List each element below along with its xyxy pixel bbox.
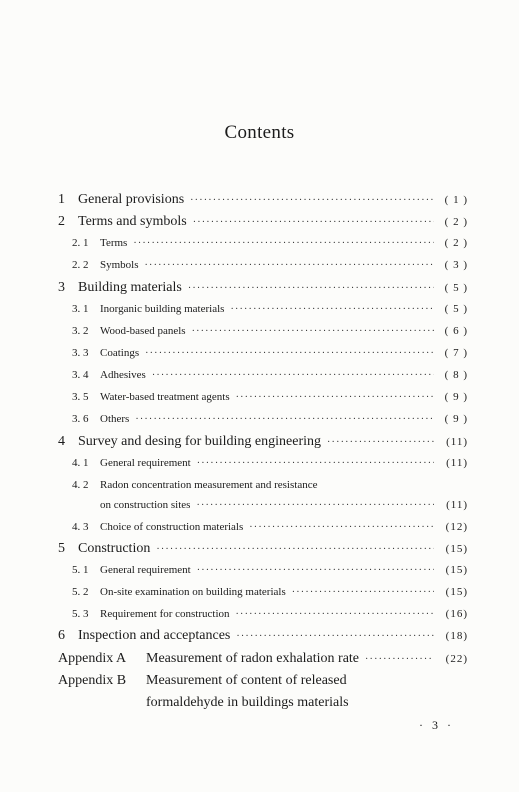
toc-title: Symbols (100, 259, 139, 271)
toc-entry[interactable] (58, 369, 468, 389)
toc-title: Terms (100, 237, 128, 249)
leader-dots (188, 283, 434, 294)
toc-entry[interactable] (58, 521, 468, 541)
toc-title: General requirement (100, 564, 191, 576)
toc-entry[interactable] (58, 303, 468, 323)
toc-entry[interactable] (58, 541, 468, 561)
toc-number: 2. 2 (72, 259, 89, 271)
toc-title: Building materials (78, 280, 182, 295)
toc-number: 3. 2 (72, 325, 89, 337)
toc-entry-appendix[interactable] (58, 673, 468, 693)
toc-number: 3. 1 (72, 303, 89, 315)
page-number: · 3 · (419, 718, 454, 732)
appendix-label: Appendix B (58, 673, 127, 688)
toc-entry-continuation[interactable] (100, 499, 468, 519)
leader-dots (236, 631, 434, 642)
leader-dots (197, 565, 434, 576)
toc-page: ( 5 ) (444, 282, 468, 294)
toc-page: ( 2 ) (444, 216, 468, 228)
toc-page: ( 9 ) (444, 391, 468, 403)
toc-entry[interactable] (58, 259, 468, 279)
toc-number: 6 (58, 628, 65, 643)
leader-dots (236, 609, 434, 620)
toc-title: Coatings (100, 347, 140, 359)
toc-entry[interactable] (58, 214, 468, 234)
toc-page: (11) (446, 436, 468, 448)
leader-dots (145, 348, 434, 359)
toc-title: Others (100, 413, 130, 425)
toc-title: Survey and desing for building engineering (78, 434, 322, 449)
leader-dots (249, 522, 434, 533)
toc-title: General provisions (78, 192, 185, 207)
leader-dots (145, 260, 434, 271)
toc-number: 5. 1 (72, 564, 89, 576)
toc-entry[interactable] (58, 391, 468, 411)
toc-title: Measurement of radon exhalation rate (146, 651, 360, 666)
page-title: Contents (224, 122, 295, 143)
toc-page: ( 3 ) (444, 259, 468, 271)
leader-dots (196, 500, 434, 511)
toc-number: 4. 3 (72, 521, 89, 533)
toc-entry[interactable] (58, 280, 468, 300)
leader-dots (190, 195, 434, 206)
toc-page: ( 5 ) (444, 303, 468, 315)
leader-dots (133, 238, 434, 249)
toc-title: Terms and symbols (78, 214, 187, 229)
toc-number: 5. 2 (72, 586, 89, 598)
toc-entry[interactable] (58, 608, 468, 628)
toc-title-continuation: formaldehyde in buildings materials (146, 695, 349, 710)
toc-page: (11) (446, 499, 468, 511)
leader-dots (197, 458, 434, 469)
toc-title: General requirement (100, 457, 191, 469)
toc-entry[interactable] (58, 586, 468, 606)
toc-number: 4 (58, 434, 65, 449)
toc-entry-appendix[interactable] (58, 651, 468, 671)
toc-entry[interactable] (58, 434, 468, 454)
toc-entry[interactable] (58, 325, 468, 345)
toc-title: Measurement of content of released (146, 673, 347, 688)
toc-entry[interactable] (58, 237, 468, 257)
toc-page: (15) (445, 586, 468, 598)
toc-title: Water-based treatment agents (100, 391, 230, 403)
toc-number: 3. 3 (72, 347, 89, 359)
toc-number: 3. 6 (72, 413, 89, 425)
toc-page: (11) (446, 457, 468, 469)
leader-dots (152, 370, 434, 381)
toc-number: 5. 3 (72, 608, 89, 620)
toc-entry[interactable] (58, 457, 468, 477)
toc-title: Radon concentration measurement and resistance (100, 479, 318, 491)
toc-page: (16) (445, 608, 468, 620)
toc-page: ( 6 ) (444, 325, 468, 337)
toc-number: 3. 4 (72, 369, 89, 381)
toc-page: (15) (445, 564, 468, 576)
toc-page: ( 8 ) (444, 369, 468, 381)
toc-page: ( 7 ) (444, 347, 468, 359)
leader-dots (192, 326, 434, 337)
toc-page: ( 1 ) (444, 194, 468, 206)
appendix-label: Appendix A (58, 651, 127, 666)
leader-dots (365, 654, 434, 665)
toc-page: (22) (445, 653, 468, 665)
toc-title: on construction sites (100, 499, 191, 511)
toc-title: Inspection and acceptances (78, 628, 231, 643)
toc-number: 5 (58, 541, 65, 556)
toc-title: On-site examination on building materials (100, 586, 286, 598)
toc-title: Wood-based panels (100, 325, 186, 337)
toc-entry[interactable] (58, 628, 468, 648)
toc-number: 2. 1 (72, 237, 89, 249)
toc-title: Choice of construction materials (100, 521, 244, 533)
toc-entry[interactable] (58, 413, 468, 433)
leader-dots (135, 414, 434, 425)
toc-entry[interactable] (58, 347, 468, 367)
toc-page: (18) (445, 630, 468, 642)
toc-number: 4. 2 (72, 479, 89, 491)
leader-dots (230, 304, 434, 315)
toc-page: (15) (445, 543, 468, 555)
toc-entry[interactable] (58, 192, 468, 212)
leader-dots (236, 392, 434, 403)
toc-number: 3 (58, 280, 65, 295)
toc-title: Adhesives (100, 369, 146, 381)
toc-title: Inorganic building materials (100, 303, 225, 315)
toc-page: ( 2 ) (444, 237, 468, 249)
leader-dots (327, 437, 434, 448)
toc-page: ( 9 ) (444, 413, 468, 425)
leader-dots (193, 217, 434, 228)
leader-dots (292, 587, 434, 598)
toc-number: 1 (58, 192, 65, 207)
toc-page: (12) (445, 521, 468, 533)
toc-entry[interactable] (58, 564, 468, 584)
toc-entry[interactable] (58, 479, 468, 499)
toc-title: Construction (78, 541, 151, 556)
leader-dots (156, 544, 434, 555)
toc-number: 3. 5 (72, 391, 89, 403)
toc-number: 4. 1 (72, 457, 89, 469)
toc-number: 2 (58, 214, 65, 229)
toc-title: Requirement for construction (100, 608, 230, 620)
